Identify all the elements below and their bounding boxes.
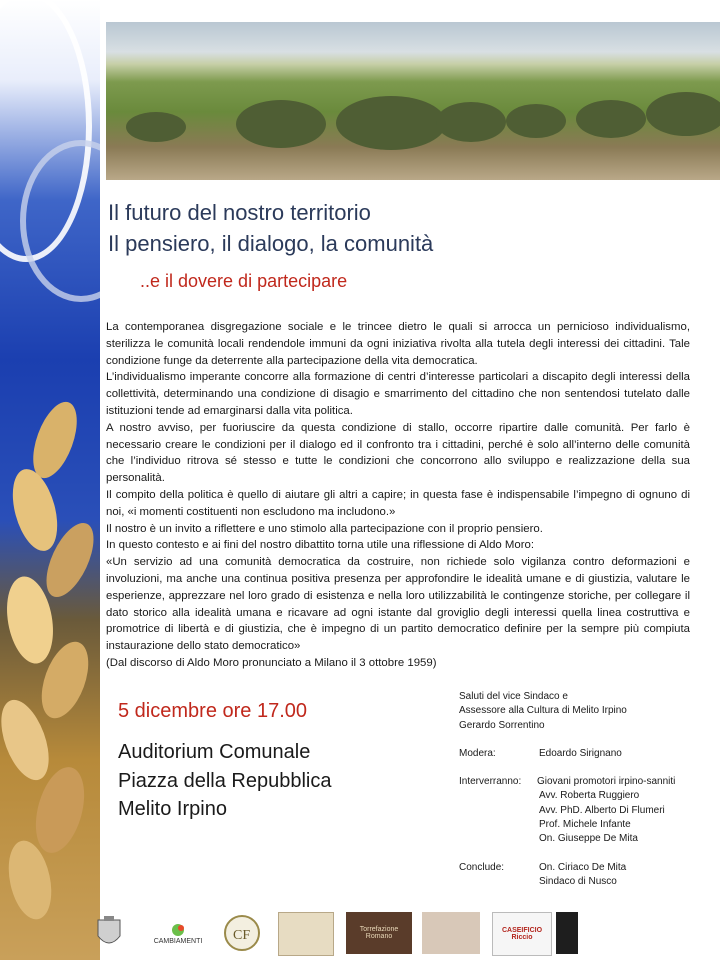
cf-emblem-logo	[222, 912, 262, 954]
title-line-2: Il pensiero, il dialogo, la comunità	[108, 231, 434, 256]
decorative-sidebar	[0, 0, 100, 960]
event-program	[459, 690, 719, 889]
venue-line: Melito Irpino	[118, 798, 227, 820]
speaker-name: Prof. Michele Infante	[539, 819, 631, 831]
subtitle	[140, 271, 347, 292]
moderator-label: Modera:	[459, 747, 496, 759]
venue-line: Piazza della Repubblica	[118, 769, 332, 792]
sponsor-card-logo	[278, 912, 334, 956]
sponsor-logos	[88, 912, 720, 956]
closing-role: Sindaco di Nusco	[539, 875, 617, 887]
body-paragraph: Il nostro è un invito a riflettere e uno stimolo alla partecipazione con il proprio pensiero.	[106, 522, 543, 535]
caseificio-text: CASEIFICIO Riccio	[501, 927, 543, 941]
subtitle-main: dovere di partecipare	[178, 271, 348, 291]
greetings-line: Gerardo Sorrentino	[459, 719, 545, 731]
body-text	[106, 319, 690, 672]
tree-shape	[126, 112, 186, 142]
tree-shape	[506, 104, 566, 138]
closing-name: On. Ciriaco De Mita	[539, 861, 627, 873]
tree-shape	[576, 100, 646, 138]
moderator-name: Edoardo Sirignano	[539, 747, 622, 759]
tree-shape	[236, 100, 326, 148]
speaker-name: Avv. Roberta Ruggiero	[539, 790, 640, 802]
greetings-line: Saluti del vice Sindaco e	[459, 691, 568, 702]
greetings-line: Assessore alla Cultura di Melito Irpino	[459, 705, 627, 717]
speaker-name: On. Giuseppe De Mita	[539, 833, 638, 845]
speakers-label: Interverranno:	[459, 776, 522, 788]
tree-shape	[646, 92, 720, 136]
winery-logo	[556, 912, 578, 954]
cambiamenti-logo	[146, 912, 210, 954]
title-line-1: Il futuro del nostro territorio	[108, 200, 371, 225]
torrefazione-logo	[346, 912, 412, 954]
subtitle-prefix: ..e il	[140, 271, 179, 291]
olive-grove-photo	[106, 22, 720, 180]
venue-line: Auditorium Comunale	[118, 741, 311, 763]
svg-text:CF: CF	[233, 928, 251, 943]
tree-shape	[436, 102, 506, 142]
closing-label: Conclude:	[459, 861, 505, 873]
municipality-crest-logo	[92, 912, 126, 954]
sponsor-photo-logo	[422, 912, 480, 954]
cambiamenti-text: CAMBIAMENTI	[153, 937, 203, 945]
body-paragraph: In questo contesto e ai fini del nostro dibattito torna utile una riflessione di Aldo Moro:	[106, 539, 535, 552]
moderator-row	[459, 747, 719, 761]
tree-shape	[336, 96, 446, 150]
speaker-name: Avv. PhD. Alberto Di Flumeri	[539, 804, 665, 816]
quote-source: (Dal discorso di Aldo Moro pronunciato a Milano il 3 ottobre 1959)	[106, 656, 437, 669]
event-date: 5 dicembre ore 17.00	[118, 700, 308, 722]
body-paragraph: Il compito della politica è quello di aiutare gli altri a capire; in questa fase è indispensabile l’impegno di ognuno di noi, «i momenti costituenti non escludono ma includono.»	[106, 488, 690, 518]
body-paragraph: L’individualismo imperante concorre alla formazione di centri d’interesse particolari a discapito degli interessi della collettività, determinando una condizione di disagio e smarrimento del cittadino che non sentendosi tutelato dalle istituzioni tende ad emarginarsi dalla vita politica.	[106, 371, 690, 417]
wheat-image	[0, 360, 100, 960]
closing-row	[459, 861, 719, 875]
caseificio-logo	[492, 912, 552, 956]
event-venue	[118, 738, 331, 824]
moro-quote: «Un servizio ad una comunità democratica da costruire, non richiede solo vigilanza contro deformazioni e involuzioni, ma anche una continua positiva presenza per approfondire le idealità umane e di giustizia, valutare le esperienze, apprezzare nel loro grado di esistenza e nella loro utilizzabilità le contingenze storiche, per collegare il dato storico alla idealità umana e ricavare ad ogni istante dal groviglio degli interessi quella linea costruttiva e promotrice di libertà e di giustizia, che è impegno di un partito democratico definire per la sempre più compiuta instaurazione dello stato democratico»	[106, 556, 690, 653]
torrefazione-text: Torrefazione Romano	[359, 926, 399, 940]
speakers-first: Giovani promotori irpino-sanniti	[537, 776, 676, 788]
body-paragraph: A nostro avviso, per fuoriuscire da questa condizione di stallo, occorre ripartire dalle comunità. Per farlo è necessario creare le condizioni per il dialogo ed il confronto tra i cittadini, perché è solo all’interno delle comunità che l’individuo ritrova sé stesso e tutte le condizioni che concorrono allo sviluppo e realizzazione della sua personalità.	[106, 421, 690, 485]
body-paragraph: La contemporanea disgregazione sociale e le trincee dietro le quali si arrocca un pernicioso individualismo, sterilizza le comunità locali rendendole immuni da ogni iniziativa rivolta alla tutela degli interessi dei cittadini. Tale condizione funge da deterrente alla partecipazione della vita democratica.	[106, 321, 690, 367]
speakers-row	[459, 775, 719, 789]
